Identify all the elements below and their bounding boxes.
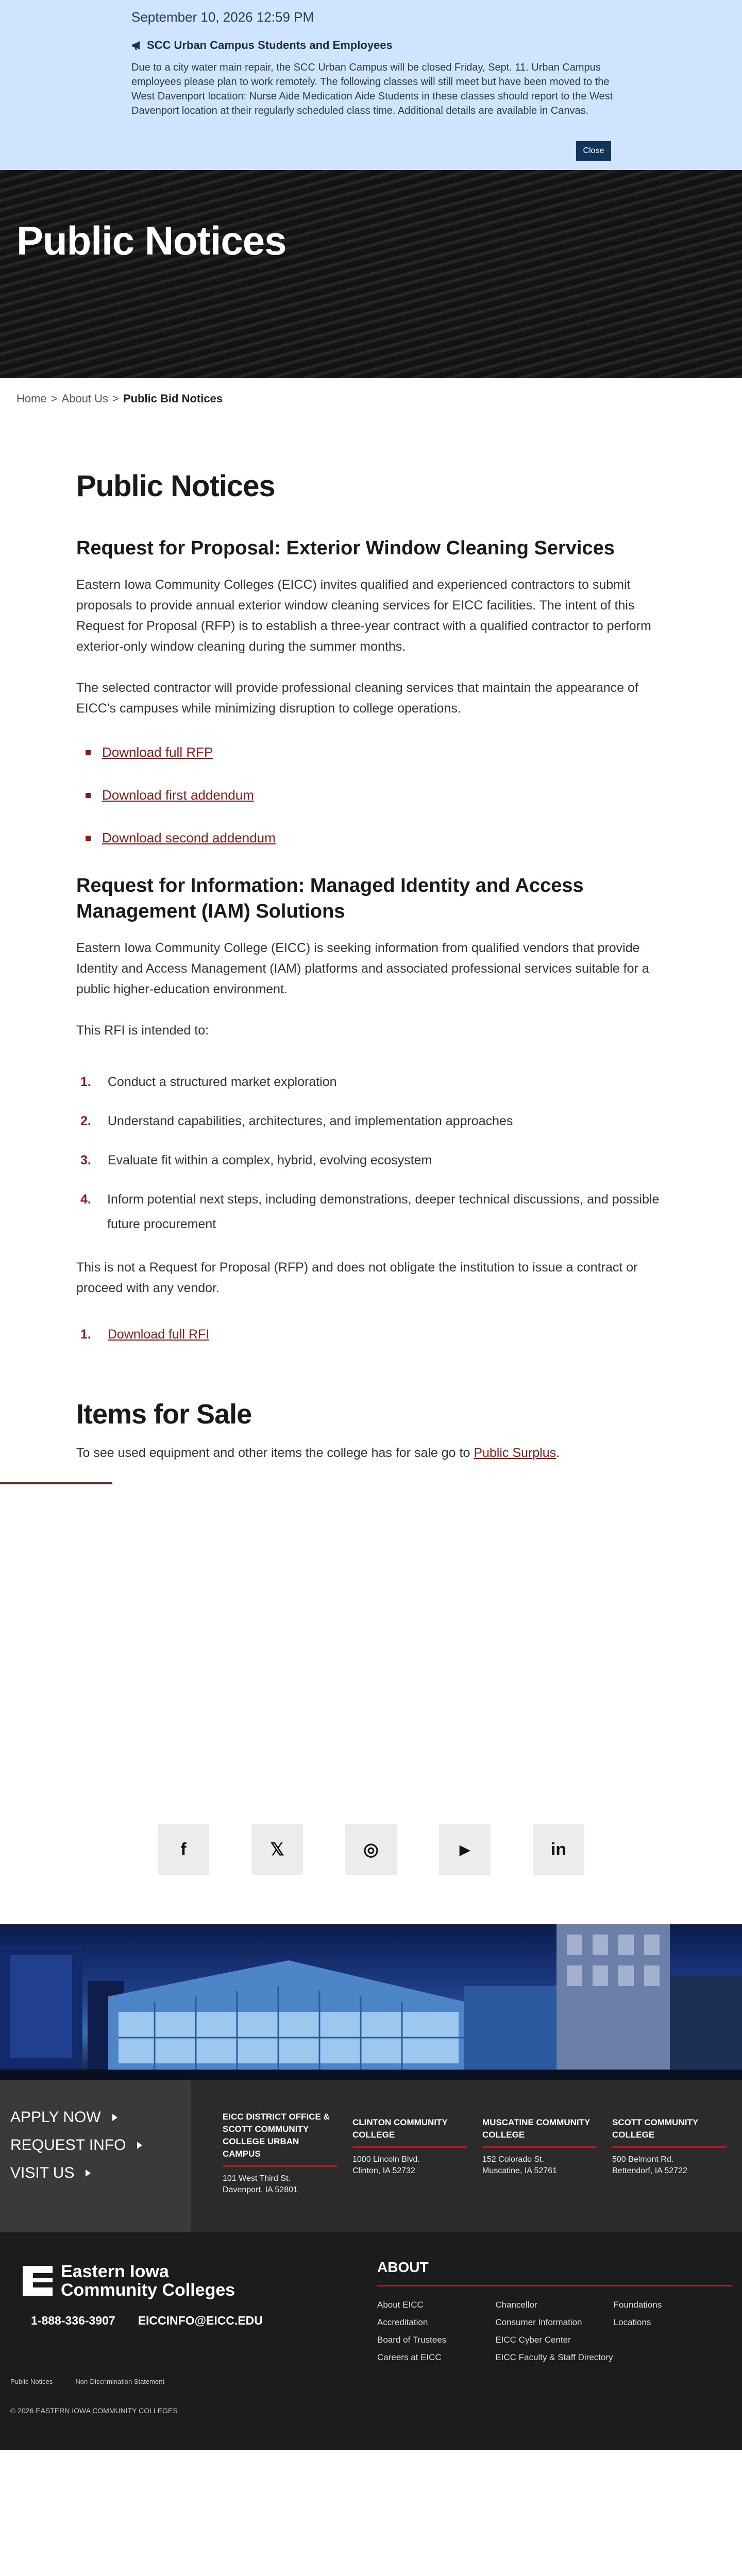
sale-text-before: To see used equipment and other items the college has for sale go to — [76, 1446, 474, 1460]
download-second-addendum-link[interactable]: Download second addendum — [102, 830, 276, 845]
footer-top — [0, 2080, 742, 2232]
rfi-objectives-list — [80, 1070, 742, 1236]
address-line: 500 Belmont Rd. — [612, 2155, 674, 2164]
page-title: Public Notices — [76, 469, 275, 503]
footer-link[interactable]: Board of Trustees — [377, 2335, 447, 2345]
campus-list — [223, 2111, 727, 2196]
download-full-rfp-link[interactable]: Download full RFP — [102, 744, 213, 760]
list-number: 1. — [80, 1075, 91, 1089]
list-text: Evaluate fit within a complex, hybrid, evolving ecosystem — [107, 1153, 432, 1167]
footer-link[interactable]: Careers at EICC — [377, 2352, 442, 2362]
breadcrumb — [0, 378, 742, 419]
breadcrumb-about[interactable]: About Us — [61, 392, 109, 405]
list-item — [86, 787, 742, 803]
footer-link[interactable]: About EICC — [377, 2300, 424, 2310]
footer-apply-now-link[interactable] — [10, 2109, 191, 2126]
footer-about-section — [377, 2259, 732, 2370]
address-line: 101 West Third St. — [223, 2174, 291, 2183]
youtube-icon[interactable]: ▶ — [439, 1824, 491, 1875]
campus-card — [612, 2111, 727, 2196]
footer-link[interactable]: Foundations — [613, 2300, 662, 2310]
campus-name[interactable]: CLINTON COMMUNITY COLLEGE — [352, 2111, 467, 2148]
section-divider — [0, 1482, 112, 1484]
list-number: 4. — [80, 1192, 91, 1207]
footer-cta-panel — [0, 2080, 191, 2232]
cta-label: APPLY NOW — [10, 2109, 101, 2126]
list-item — [80, 1148, 673, 1173]
logo-line: Community Colleges — [61, 2280, 235, 2300]
footer-bottom — [0, 2232, 742, 2450]
arrow-right-icon — [112, 2114, 117, 2121]
eicc-logo[interactable] — [23, 2262, 235, 2299]
address-line: Davenport, IA 52801 — [223, 2185, 298, 2194]
list-text: Conduct a structured market exploration — [107, 1075, 337, 1089]
address-line: 1000 Lincoln Blvd. — [352, 2155, 420, 2164]
facebook-icon[interactable]: f — [158, 1824, 209, 1875]
rfi-paragraph-1: Eastern Iowa Community College (EICC) is seeking information from qualified vendors that provide Identity and Access Management (IAM) platforms and associated professional services suitable for a public higher-education environment. — [76, 941, 649, 996]
rfp-paragraph-2: The selected contractor will provide professional cleaning services that maintain the appearance of EICC's campuses while minimizing disruption to college operations. — [76, 681, 638, 716]
items-for-sale-text — [76, 1443, 669, 1463]
campus-buildings-illustration — [0, 1924, 742, 2080]
address-line: Bettendorf, IA 52722 — [612, 2166, 687, 2175]
campus-photo — [0, 1924, 742, 2080]
address-line: 152 Colorado St. — [482, 2155, 545, 2164]
breadcrumb-separator: > — [50, 392, 58, 405]
alert-title — [131, 39, 742, 52]
address-line: Muscatine, IA 52761 — [482, 2166, 557, 2175]
footer-request-info-link[interactable] — [10, 2137, 191, 2154]
megaphone-icon — [131, 40, 143, 50]
campus-card — [223, 2111, 337, 2196]
items-for-sale-heading: Items for Sale — [76, 1399, 252, 1430]
alert-date: September 10, 2026 12:59 PM — [131, 9, 314, 25]
footer-phone-link[interactable]: 1-888-336-3907 — [31, 2314, 115, 2327]
linkedin-icon[interactable]: in — [533, 1824, 584, 1875]
bullet-square-icon — [86, 750, 91, 755]
alert-body: Due to a city water main repair, the SCC Urban Campus will be closed Friday, Sept. 11. Urban Campus employees please plan to work remotely. The following classes will still meet but have been moved to the West Davenport location: Nurse Aide Medication Aide Students in these classes should report to the West Davenport location at their regularly scheduled class time. Additional details are available in Canvas. — [131, 62, 613, 116]
list-item — [80, 1070, 673, 1094]
list-item — [80, 1187, 673, 1236]
footer-email-link[interactable]: EICCINFO@EICC.EDU — [138, 2314, 263, 2327]
alert-title-text: SCC Urban Campus Students and Employees — [147, 39, 393, 52]
campus-name[interactable]: EICC DISTRICT OFFICE & SCOTT COMMUNITY COLLEGE URBAN CAMPUS — [223, 2111, 337, 2167]
hero-title: Public Notices — [16, 218, 286, 263]
rfi-paragraph-2: This RFI is intended to: — [76, 1023, 209, 1038]
campus-card — [352, 2111, 467, 2196]
rfi-download-list — [80, 1322, 742, 1347]
logo-line: Eastern Iowa — [61, 2262, 169, 2281]
address-line: Clinton, IA 52732 — [352, 2166, 415, 2175]
sale-text-after: . — [556, 1446, 560, 1460]
alert-banner — [0, 0, 742, 170]
instagram-icon[interactable]: ◎ — [345, 1824, 397, 1875]
cta-label: REQUEST INFO — [10, 2137, 126, 2154]
rfp-paragraph-1: Eastern Iowa Community Colleges (EICC) invites qualified and experienced contractors to submit proposals to provide annual exterior window cleaning services for EICC facilities. The intent of this Request for Proposal (RFP) is to establish a three-year contract with a qualified contractor to perform exterior-only window cleaning during the summer months. — [76, 578, 651, 654]
logo-text — [61, 2262, 235, 2299]
list-item — [80, 1322, 673, 1347]
download-full-rfi-link[interactable]: Download full RFI — [107, 1327, 210, 1342]
footer-link[interactable]: Consumer Information — [495, 2317, 582, 2327]
arrow-right-icon — [86, 2170, 91, 2177]
main-content — [0, 419, 742, 1463]
copyright: © 2026 EASTERN IOWA COMMUNITY COLLEGES — [10, 2406, 178, 2415]
list-item — [86, 744, 742, 760]
campus-address — [612, 2154, 727, 2177]
campus-address — [352, 2154, 467, 2177]
eicc-logo-mark-icon — [23, 2266, 53, 2296]
list-number: 2. — [80, 1114, 91, 1128]
social-links — [158, 1824, 584, 1875]
breadcrumb-separator: > — [112, 392, 119, 405]
campus-card — [482, 2111, 597, 2196]
list-item — [80, 1109, 673, 1133]
campus-address — [482, 2154, 597, 2177]
campus-name[interactable]: SCOTT COMMUNITY COLLEGE — [612, 2111, 727, 2148]
footer-link[interactable]: EICC Cyber Center — [495, 2335, 571, 2345]
list-item — [86, 830, 742, 846]
footer-link[interactable]: Accreditation — [377, 2317, 428, 2327]
alert-close-button[interactable]: Close — [576, 141, 611, 161]
campus-name[interactable]: MUSCATINE COMMUNITY COLLEGE — [482, 2111, 597, 2148]
footer-link-column — [377, 2300, 495, 2370]
list-text: Inform potential next steps, including demonstrations, deeper technical discussions, and possible future procurement — [107, 1192, 660, 1231]
footer-contact — [31, 2314, 263, 2328]
rfi-heading: Request for Information: Managed Identity and Access Management (IAM) Solutions — [76, 875, 584, 922]
non-discrimination-link[interactable]: Non-Discrimination Statement — [75, 2378, 165, 2385]
cta-label: VISIT US — [10, 2164, 75, 2181]
footer-visit-us-link[interactable] — [10, 2164, 191, 2182]
rfi-paragraph-3: This is not a Request for Proposal (RFP) and does not obligate the institution to issue a contract or proceed with any vendor. — [76, 1260, 638, 1295]
arrow-right-icon — [137, 2142, 142, 2149]
footer-about-title: ABOUT — [377, 2259, 732, 2286]
hero-banner — [0, 170, 742, 378]
campus-address — [223, 2173, 337, 2196]
public-surplus-link[interactable]: Public Surplus — [474, 1446, 556, 1460]
bullet-square-icon — [86, 793, 91, 798]
breadcrumb-home[interactable]: Home — [16, 392, 47, 405]
list-number: 1. — [80, 1327, 91, 1342]
public-notices-link[interactable]: Public Notices — [10, 2378, 53, 2385]
footer-link[interactable]: Locations — [613, 2317, 651, 2327]
rfp-download-list — [86, 744, 742, 846]
footer-link-column — [614, 2300, 732, 2370]
download-first-addendum-link[interactable]: Download first addendum — [102, 787, 254, 803]
bullet-square-icon — [86, 836, 91, 841]
x-twitter-icon[interactable]: 𝕏 — [251, 1824, 303, 1875]
breadcrumb-current: Public Bid Notices — [123, 392, 223, 405]
list-number: 3. — [80, 1153, 91, 1167]
list-text: Understand capabilities, architectures, and implementation approaches — [107, 1114, 513, 1128]
footer-legal-links — [10, 2378, 164, 2385]
footer-about-links — [377, 2300, 732, 2370]
footer-link[interactable]: EICC Faculty & Staff Directory — [495, 2352, 613, 2362]
rfp-heading: Request for Proposal: Exterior Window Cleaning Services — [76, 537, 615, 559]
footer-link[interactable]: Chancellor — [495, 2300, 537, 2310]
footer-link-column — [495, 2300, 613, 2370]
